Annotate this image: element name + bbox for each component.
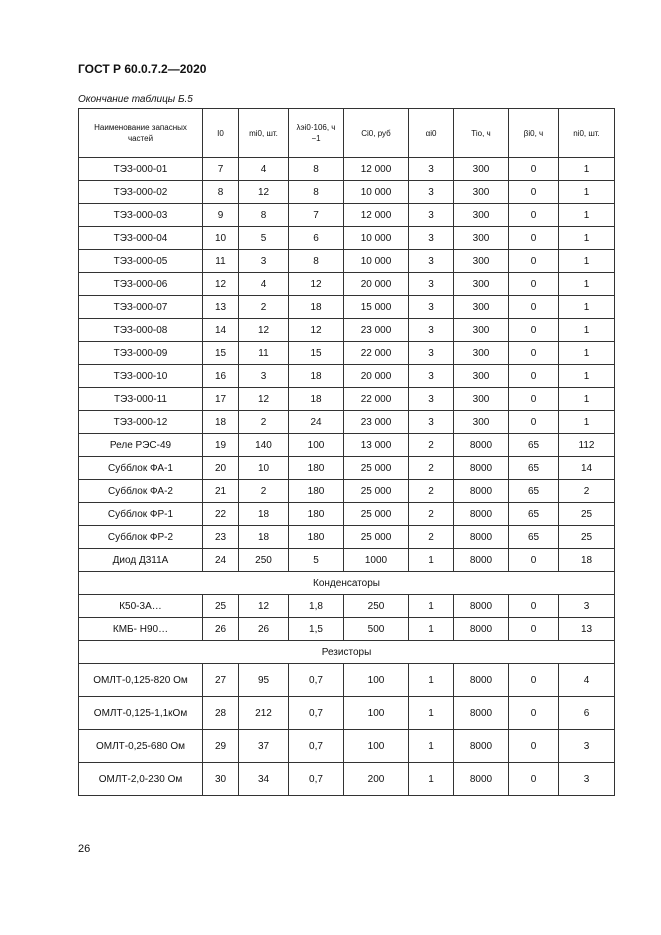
value-cell: 24 <box>203 549 239 572</box>
value-cell: 22 <box>203 503 239 526</box>
value-cell: 180 <box>289 503 344 526</box>
value-cell: 10 000 <box>344 181 409 204</box>
value-cell: 300 <box>454 388 509 411</box>
value-cell: 28 <box>203 697 239 730</box>
value-cell: 0 <box>509 250 559 273</box>
value-cell: 200 <box>344 763 409 796</box>
header-beta: βi0, ч <box>509 109 559 158</box>
value-cell: 25 000 <box>344 480 409 503</box>
value-cell: 250 <box>344 595 409 618</box>
header-period: Tio, ч <box>454 109 509 158</box>
value-cell: 3 <box>409 319 454 342</box>
value-cell: 8000 <box>454 526 509 549</box>
value-cell: 4 <box>239 158 289 181</box>
value-cell: 0 <box>509 273 559 296</box>
value-cell: 12 <box>203 273 239 296</box>
value-cell: 300 <box>454 319 509 342</box>
section-row <box>79 641 615 664</box>
value-cell: 10 000 <box>344 250 409 273</box>
part-name-cell: ТЭЗ-000-10 <box>79 365 203 388</box>
value-cell: 3 <box>409 296 454 319</box>
value-cell: 0,7 <box>289 664 344 697</box>
value-cell: 0 <box>509 388 559 411</box>
value-cell: 100 <box>289 434 344 457</box>
value-cell: 1 <box>409 730 454 763</box>
value-cell: 65 <box>509 434 559 457</box>
value-cell: 8000 <box>454 618 509 641</box>
header-alpha: αi0 <box>409 109 454 158</box>
value-cell: 95 <box>239 664 289 697</box>
value-cell: 0 <box>509 227 559 250</box>
value-cell: 5 <box>289 549 344 572</box>
value-cell: 8 <box>203 181 239 204</box>
value-cell: 0 <box>509 730 559 763</box>
value-cell: 25 <box>203 595 239 618</box>
value-cell: 0 <box>509 319 559 342</box>
value-cell: 12 000 <box>344 158 409 181</box>
value-cell: 8 <box>289 181 344 204</box>
table-row <box>79 618 615 641</box>
table-row <box>79 595 615 618</box>
value-cell: 300 <box>454 227 509 250</box>
value-cell: 1000 <box>344 549 409 572</box>
value-cell: 23 000 <box>344 411 409 434</box>
value-cell: 300 <box>454 250 509 273</box>
value-cell: 3 <box>409 227 454 250</box>
value-cell: 20 000 <box>344 365 409 388</box>
value-cell: 300 <box>454 365 509 388</box>
page-number: 26 <box>78 843 91 855</box>
value-cell: 180 <box>289 457 344 480</box>
table-caption: Окончание таблицы Б.5 <box>78 94 193 105</box>
section-title-resistors: Резисторы <box>79 641 615 664</box>
value-cell: 29 <box>203 730 239 763</box>
part-name-cell: ОМЛТ-0,125-820 Ом <box>79 664 203 697</box>
part-name-cell: Диод Д311А <box>79 549 203 572</box>
value-cell: 12 <box>289 273 344 296</box>
value-cell: 25 000 <box>344 503 409 526</box>
part-name-cell: ТЭЗ-000-03 <box>79 204 203 227</box>
part-name-cell: ТЭЗ-000-08 <box>79 319 203 342</box>
value-cell: 1 <box>559 204 615 227</box>
value-cell: 19 <box>203 434 239 457</box>
value-cell: 12 <box>289 319 344 342</box>
value-cell: 112 <box>559 434 615 457</box>
value-cell: 8000 <box>454 697 509 730</box>
value-cell: 37 <box>239 730 289 763</box>
table-row <box>79 730 615 763</box>
value-cell: 1 <box>409 664 454 697</box>
value-cell: 27 <box>203 664 239 697</box>
value-cell: 23 <box>203 526 239 549</box>
value-cell: 180 <box>289 526 344 549</box>
value-cell: 0,7 <box>289 763 344 796</box>
part-name-cell: ТЭЗ-000-04 <box>79 227 203 250</box>
value-cell: 0 <box>509 365 559 388</box>
value-cell: 3 <box>409 273 454 296</box>
part-name-cell: ОМЛТ-0,25-680 Ом <box>79 730 203 763</box>
value-cell: 10 <box>203 227 239 250</box>
table-row <box>79 526 615 549</box>
value-cell: 1 <box>559 273 615 296</box>
value-cell: 12 <box>239 388 289 411</box>
value-cell: 0,7 <box>289 730 344 763</box>
value-cell: 8000 <box>454 549 509 572</box>
value-cell: 10 000 <box>344 227 409 250</box>
value-cell: 180 <box>289 480 344 503</box>
value-cell: 26 <box>239 618 289 641</box>
value-cell: 3 <box>409 204 454 227</box>
value-cell: 8 <box>289 250 344 273</box>
value-cell: 34 <box>239 763 289 796</box>
value-cell: 7 <box>203 158 239 181</box>
value-cell: 3 <box>559 595 615 618</box>
value-cell: 3 <box>239 250 289 273</box>
value-cell: 8000 <box>454 730 509 763</box>
value-cell: 12 000 <box>344 204 409 227</box>
part-name-cell: ОМЛТ-2,0-230 Ом <box>79 763 203 796</box>
value-cell: 15 000 <box>344 296 409 319</box>
section-title-capacitors: Конденсаторы <box>79 572 615 595</box>
value-cell: 6 <box>559 697 615 730</box>
table-row <box>79 342 615 365</box>
value-cell: 13 000 <box>344 434 409 457</box>
value-cell: 1 <box>559 388 615 411</box>
part-name-cell: ТЭЗ-000-07 <box>79 296 203 319</box>
table-row <box>79 549 615 572</box>
part-name-cell: ТЭЗ-000-02 <box>79 181 203 204</box>
value-cell: 500 <box>344 618 409 641</box>
value-cell: 12 <box>239 595 289 618</box>
value-cell: 1 <box>559 227 615 250</box>
value-cell: 1 <box>559 250 615 273</box>
value-cell: 65 <box>509 480 559 503</box>
table-header-row <box>79 109 615 158</box>
value-cell: 7 <box>289 204 344 227</box>
value-cell: 6 <box>289 227 344 250</box>
value-cell: 25 000 <box>344 526 409 549</box>
part-name-cell: ОМЛТ-0,125-1,1кОм <box>79 697 203 730</box>
value-cell: 2 <box>409 480 454 503</box>
table-row <box>79 181 615 204</box>
value-cell: 1 <box>559 411 615 434</box>
value-cell: 8 <box>239 204 289 227</box>
value-cell: 100 <box>344 664 409 697</box>
part-name-cell: ТЭЗ-000-12 <box>79 411 203 434</box>
value-cell: 100 <box>344 730 409 763</box>
value-cell: 25 000 <box>344 457 409 480</box>
header-failure-rate: λэi0·106, ч −1 <box>289 109 344 158</box>
value-cell: 12 <box>239 181 289 204</box>
value-cell: 0 <box>509 204 559 227</box>
table-row <box>79 204 615 227</box>
value-cell: 2 <box>239 411 289 434</box>
value-cell: 2 <box>409 457 454 480</box>
value-cell: 8000 <box>454 434 509 457</box>
value-cell: 30 <box>203 763 239 796</box>
value-cell: 8 <box>289 158 344 181</box>
table-row <box>79 503 615 526</box>
value-cell: 100 <box>344 697 409 730</box>
part-name-cell: ТЭЗ-000-06 <box>79 273 203 296</box>
value-cell: 3 <box>409 158 454 181</box>
value-cell: 1 <box>409 549 454 572</box>
value-cell: 18 <box>559 549 615 572</box>
value-cell: 8000 <box>454 595 509 618</box>
value-cell: 300 <box>454 296 509 319</box>
section-row <box>79 572 615 595</box>
table-row <box>79 697 615 730</box>
value-cell: 1 <box>559 365 615 388</box>
value-cell: 1 <box>409 595 454 618</box>
value-cell: 0 <box>509 595 559 618</box>
value-cell: 13 <box>203 296 239 319</box>
value-cell: 11 <box>203 250 239 273</box>
value-cell: 8000 <box>454 664 509 697</box>
value-cell: 1,8 <box>289 595 344 618</box>
value-cell: 3 <box>239 365 289 388</box>
value-cell: 300 <box>454 273 509 296</box>
table-row <box>79 158 615 181</box>
value-cell: 8000 <box>454 763 509 796</box>
part-name-cell: Реле РЭС-49 <box>79 434 203 457</box>
value-cell: 1 <box>409 697 454 730</box>
value-cell: 21 <box>203 480 239 503</box>
value-cell: 300 <box>454 181 509 204</box>
value-cell: 1 <box>409 763 454 796</box>
header-cost: Ci0, руб <box>344 109 409 158</box>
value-cell: 10 <box>239 457 289 480</box>
value-cell: 65 <box>509 457 559 480</box>
part-name-cell: Субблок ФР-2 <box>79 526 203 549</box>
value-cell: 0 <box>509 549 559 572</box>
header-part-name: Наименование запасных частей <box>79 109 203 158</box>
value-cell: 1,5 <box>289 618 344 641</box>
header-count: ni0, шт. <box>559 109 615 158</box>
value-cell: 0 <box>509 763 559 796</box>
value-cell: 18 <box>203 411 239 434</box>
value-cell: 4 <box>559 664 615 697</box>
value-cell: 0 <box>509 411 559 434</box>
part-name-cell: Субблок ФА-2 <box>79 480 203 503</box>
value-cell: 0 <box>509 342 559 365</box>
value-cell: 2 <box>239 296 289 319</box>
value-cell: 3 <box>409 342 454 365</box>
value-cell: 5 <box>239 227 289 250</box>
spare-parts-table <box>78 108 615 796</box>
value-cell: 300 <box>454 411 509 434</box>
value-cell: 3 <box>409 250 454 273</box>
value-cell: 0 <box>509 697 559 730</box>
value-cell: 0 <box>509 296 559 319</box>
value-cell: 23 000 <box>344 319 409 342</box>
table-row <box>79 319 615 342</box>
value-cell: 8000 <box>454 503 509 526</box>
value-cell: 4 <box>239 273 289 296</box>
table-row <box>79 434 615 457</box>
value-cell: 2 <box>409 434 454 457</box>
table-row <box>79 480 615 503</box>
value-cell: 0 <box>509 158 559 181</box>
value-cell: 1 <box>559 181 615 204</box>
part-name-cell: ТЭЗ-000-11 <box>79 388 203 411</box>
table-row <box>79 273 615 296</box>
value-cell: 140 <box>239 434 289 457</box>
value-cell: 18 <box>239 503 289 526</box>
value-cell: 2 <box>409 526 454 549</box>
header-quantity: mi0, шт. <box>239 109 289 158</box>
value-cell: 12 <box>239 319 289 342</box>
value-cell: 300 <box>454 342 509 365</box>
value-cell: 3 <box>409 365 454 388</box>
table-row <box>79 365 615 388</box>
value-cell: 0 <box>509 618 559 641</box>
value-cell: 18 <box>289 365 344 388</box>
value-cell: 25 <box>559 526 615 549</box>
value-cell: 17 <box>203 388 239 411</box>
table-row <box>79 457 615 480</box>
value-cell: 0 <box>509 181 559 204</box>
part-name-cell: КМБ- Н90… <box>79 618 203 641</box>
value-cell: 0 <box>509 664 559 697</box>
value-cell: 11 <box>239 342 289 365</box>
value-cell: 3 <box>409 388 454 411</box>
part-name-cell: ТЭЗ-000-01 <box>79 158 203 181</box>
value-cell: 20 <box>203 457 239 480</box>
value-cell: 18 <box>289 296 344 319</box>
table-row <box>79 296 615 319</box>
value-cell: 22 000 <box>344 388 409 411</box>
value-cell: 26 <box>203 618 239 641</box>
value-cell: 1 <box>409 618 454 641</box>
value-cell: 18 <box>239 526 289 549</box>
part-name-cell: К50-3А… <box>79 595 203 618</box>
value-cell: 3 <box>559 763 615 796</box>
part-name-cell: ТЭЗ-000-05 <box>79 250 203 273</box>
value-cell: 1 <box>559 158 615 181</box>
table-row <box>79 664 615 697</box>
value-cell: 1 <box>559 342 615 365</box>
value-cell: 0,7 <box>289 697 344 730</box>
value-cell: 15 <box>203 342 239 365</box>
part-name-cell: Субблок ФА-1 <box>79 457 203 480</box>
value-cell: 22 000 <box>344 342 409 365</box>
value-cell: 24 <box>289 411 344 434</box>
part-name-cell: ТЭЗ-000-09 <box>79 342 203 365</box>
value-cell: 14 <box>559 457 615 480</box>
value-cell: 3 <box>409 181 454 204</box>
table-row <box>79 763 615 796</box>
value-cell: 2 <box>559 480 615 503</box>
value-cell: 300 <box>454 158 509 181</box>
header-index: I0 <box>203 109 239 158</box>
value-cell: 8000 <box>454 480 509 503</box>
value-cell: 18 <box>289 388 344 411</box>
table-row <box>79 411 615 434</box>
value-cell: 65 <box>509 503 559 526</box>
table-row <box>79 388 615 411</box>
value-cell: 1 <box>559 319 615 342</box>
value-cell: 3 <box>409 411 454 434</box>
value-cell: 13 <box>559 618 615 641</box>
value-cell: 250 <box>239 549 289 572</box>
table-row <box>79 227 615 250</box>
value-cell: 20 000 <box>344 273 409 296</box>
value-cell: 1 <box>559 296 615 319</box>
value-cell: 212 <box>239 697 289 730</box>
value-cell: 2 <box>239 480 289 503</box>
value-cell: 2 <box>409 503 454 526</box>
table-row <box>79 250 615 273</box>
value-cell: 9 <box>203 204 239 227</box>
value-cell: 25 <box>559 503 615 526</box>
value-cell: 65 <box>509 526 559 549</box>
part-name-cell: Субблок ФР-1 <box>79 503 203 526</box>
value-cell: 16 <box>203 365 239 388</box>
value-cell: 300 <box>454 204 509 227</box>
value-cell: 3 <box>559 730 615 763</box>
value-cell: 14 <box>203 319 239 342</box>
value-cell: 8000 <box>454 457 509 480</box>
value-cell: 15 <box>289 342 344 365</box>
document-header: ГОСТ Р 60.0.7.2—2020 <box>78 62 207 76</box>
